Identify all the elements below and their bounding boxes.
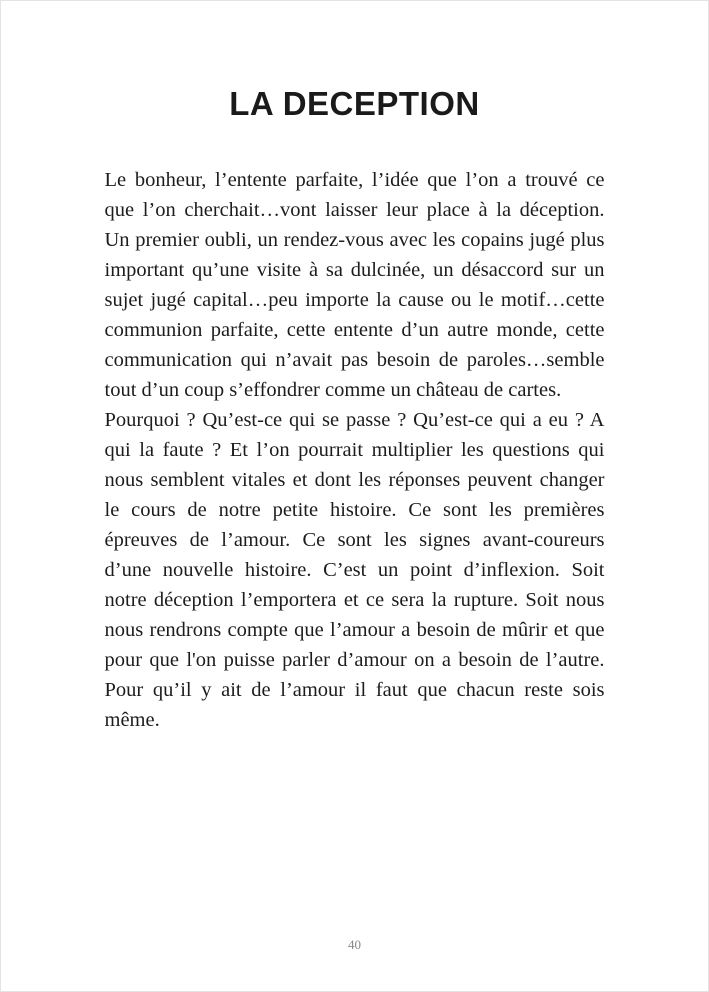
body-text-block [105, 165, 605, 735]
page-title: LA DECEPTION [229, 85, 480, 122]
paragraph: Pourquoi ? Qu’est-ce qui se passe ? Qu’est-ce qui a eu ? A qui la faute ? Et l’on pourrait multiplier les questions qui nous semblent vitales et dont les réponses peuvent changer le cours de notre petite histoire. Ce sont les premières épreuves de l’amour. Ce sont les signes avant-coureurs d’une nouvelle histoire. C’est un point d’inflexion. Soit notre déception l’emportera et ce sera la rupture. Soit nous nous rendrons compte que l’amour a besoin de mûrir et que pour que l'on puisse parler d’amour on a besoin de l’autre. Pour qu’il y ait de l’amour il faut que chacun reste sois même. [104, 409, 605, 731]
paragraph: Le bonheur, l’entente parfaite, l’idée que l’on a trouvé ce que l’on cherchait…vont laisser leur place à la déception. Un premier oubli, un rendez-vous avec les copains jugé plus important qu’une visite à sa dulcinée, un désaccord sur un sujet jugé capital…peu importe la cause ou le motif…cette communion parfaite, cette entente d’un autre monde, cette communication qui n’avait pas besoin de paroles…semble tout d’un coup s’effondrer comme un château de cartes. [104, 169, 605, 401]
page-number: 40 [348, 937, 361, 952]
